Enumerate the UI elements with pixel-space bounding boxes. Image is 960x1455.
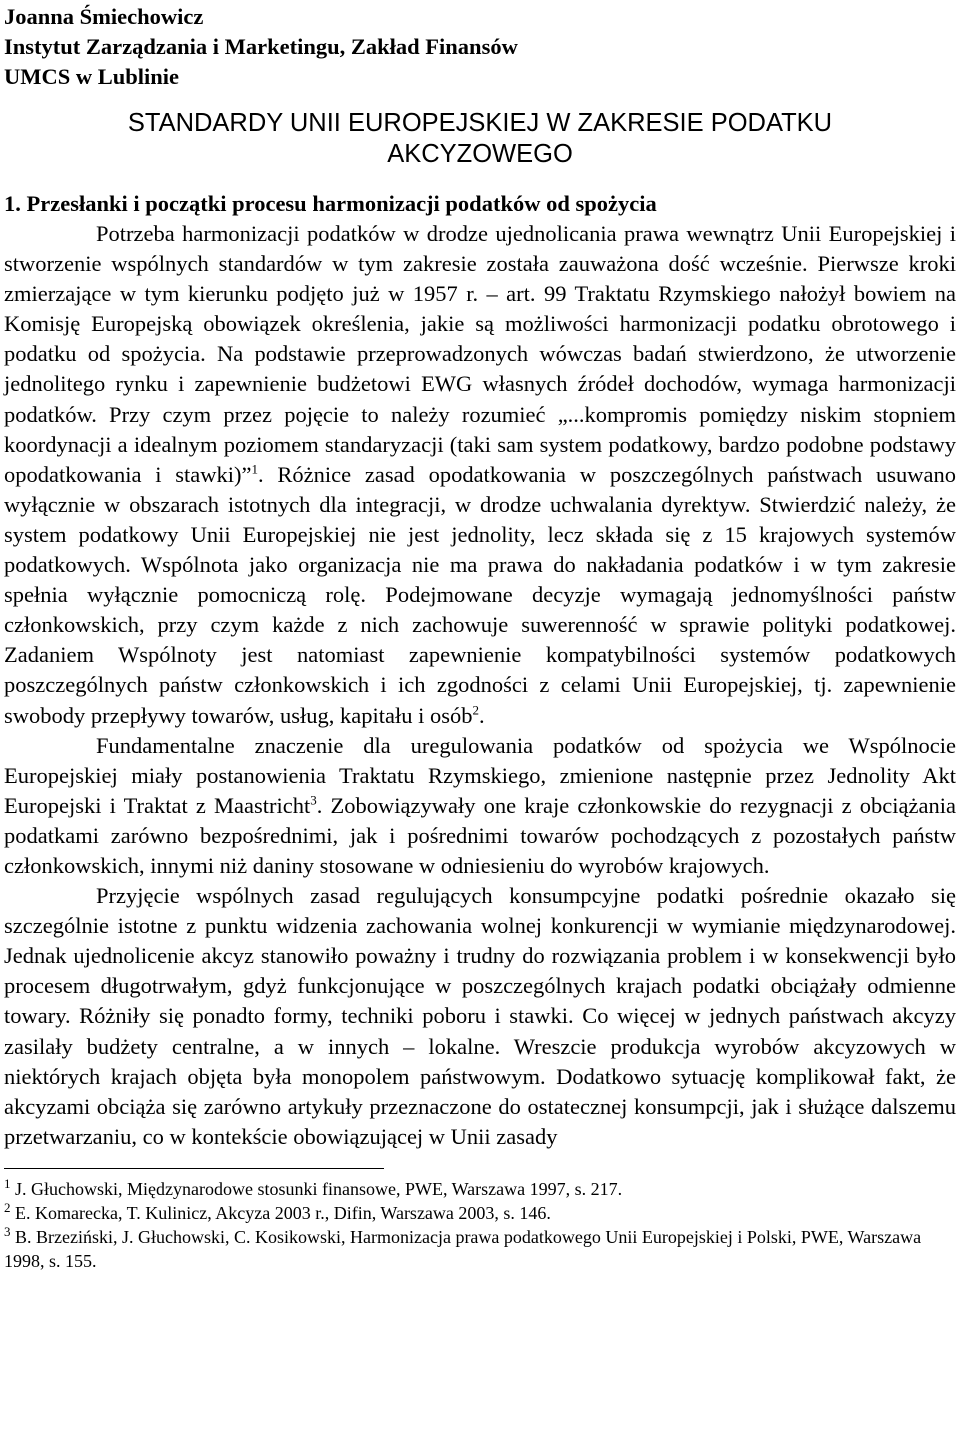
footnote-text: E. Komarecka, T. Kulinicz, Akcyza 2003 r., Difin, Warszawa 2003, s. 146. [15,1202,551,1223]
paragraph-text: . Różnice zasad opodatkowania w poszczególnych państwach usuwano wyłącznie w obszarach istotnych dla integracji, w drodze uchwalania dyrektyw. Stwierdzić należy, że system podatkowy Unii Europejskiej nie jest jednolity, lecz składa się z 15 krajowych systemów podatkowych. Wspólnota jako organizacja nie ma prawa do nakładania podatków i w tym zakresie spełnia wyłącznie pomocniczą rolę. Podejmowane decyzje wymagają jednomyślności państw członkowskich, przy czym każde z nich zachowuje suwerenność w sprawie polityki podatkowej. Zadaniem Wspólnoty jest natomiast zapewnienie kompatybilności systemów podatkowych poszczególnych państw członkowskich i ich zgodności z celami Unii Europejskiej, tj. zapewnienie swobody przepływy towarów, usług, kapitału i osób [4,461,956,728]
paragraph-text: Fundamentalne znaczenie dla uregulowania podatków od spożycia we Wspólnocie Europejskiej miały postanowienia Traktatu Rzymskiego, zmienione następnie przez Jednolity Akt Europejski i Traktat z Maastricht [4,732,956,818]
author-name: Joanna Śmiechowicz [4,4,204,29]
section-heading: 1. Przesłanki i początki procesu harmonizacji podatków od spożycia [4,191,657,216]
paragraph-text: . [478,702,485,728]
footnote [4,1201,956,1225]
footnote-reference: 2 [472,702,479,717]
body-paragraph-2 [4,731,956,881]
footnote-mark: 1 [4,1175,11,1191]
footnote-reference: 1 [251,461,258,477]
footnote-separator [4,1168,384,1169]
paragraph-text: Potrzeba harmonizacji podatków w drodze ujednolicania prawa wewnątrz Unii Europejskiej i stworzenie wspólnych standardów w tym zakresie została zauważona dość wcześnie. Pierwsze kroki zmierzające w tym kierunku podjęto już w 1957 r. – art. 99 Traktatu Rzymskiego nałożył bowiem na Komisję Europejską obowiązek określenia, jakie są możliwości harmonizacji podatku obrotowego i podatku od spożycia. Na podstawie przeprowadzonych wówczas badań stwierdzono, że utworzenie jednolitego rynku i zapewnienie budżetowi EWG własnych źródeł dochodów, wymaga harmonizacji podatków. Przy czym przez pojęcie to należy rozumieć „...kompromis pomiędzy niskim stopniem koordynacji a idealnym poziomem standaryzacji (taki sam system podatkowy, bardzo podobne podstawy opodatkowania i stawki)” [4,221,956,487]
footnote-text: B. Brzeziński, J. Głuchowski, C. Kosikowski, Harmonizacja prawa podatkowego Unii Europejskiej i Polski, PWE, Warszawa 1998, s. 155. [4,1226,922,1271]
article-title: STANDARDY UNII EUROPEJSKIEJ W ZAKRESIE PODATKU AKCYZOWEGO [127,109,833,168]
author-affiliation: Instytut Zarządzania i Marketingu, Zakład Finansów [4,34,518,59]
footnote-mark: 3 [4,1223,11,1239]
author-location: UMCS w Lublinie [4,64,180,89]
footnote-reference: 3 [310,792,317,808]
body-paragraph-3: Przyjęcie wspólnych zasad regulujących konsumpcyjne podatki pośrednie okazało się szczególnie istotne z punktu widzenia zachowania wolnej konkurencji w wymianie międzynarodowej. Jednak ujednolicenie akcyz stanowiło poważny i trudny do rozwiązania problem i w konsekwencji było procesem długotrwałym, gdyż funkcjonujące w poszczególnych krajach podatki obciążały odmienne towary. Różniły się ponadto formy, techniki poboru i stawki. Co więcej w jednych państwach akcyzy zasilały budżety centralne, a w innych – lokalne. Wreszcie produkcja wyrobów akcyzowych w niektórych krajach objęta była monopolem państwowym. Dodatkowo sytuację komplikował fakt, że akcyzami obciąża się zarówno artykuły przeznaczone do ostatecznej konsumpcji, jak i służące dalszemu przetwarzaniu, co w kontekście obowiązującej w Unii zasady [4,883,956,1149]
paragraph-text: . Zobowiązywały one kraje członkowskie do rezygnacji z obciążania podatkami zarówno bezpośrednimi, jak i pośrednimi towarów pochodzących z pozostałych państw członkowskich, innymi niż daniny stosowane w odniesieniu do wyrobów krajowych. [4,792,956,878]
footnote [4,1177,956,1201]
footnote-text: J. Głuchowski, Międzynarodowe stosunki finansowe, PWE, Warszawa 1997, s. 217. [15,1178,623,1199]
footnote-mark: 2 [4,1199,11,1215]
body-paragraph-1 [4,219,956,731]
footnote [4,1225,956,1273]
